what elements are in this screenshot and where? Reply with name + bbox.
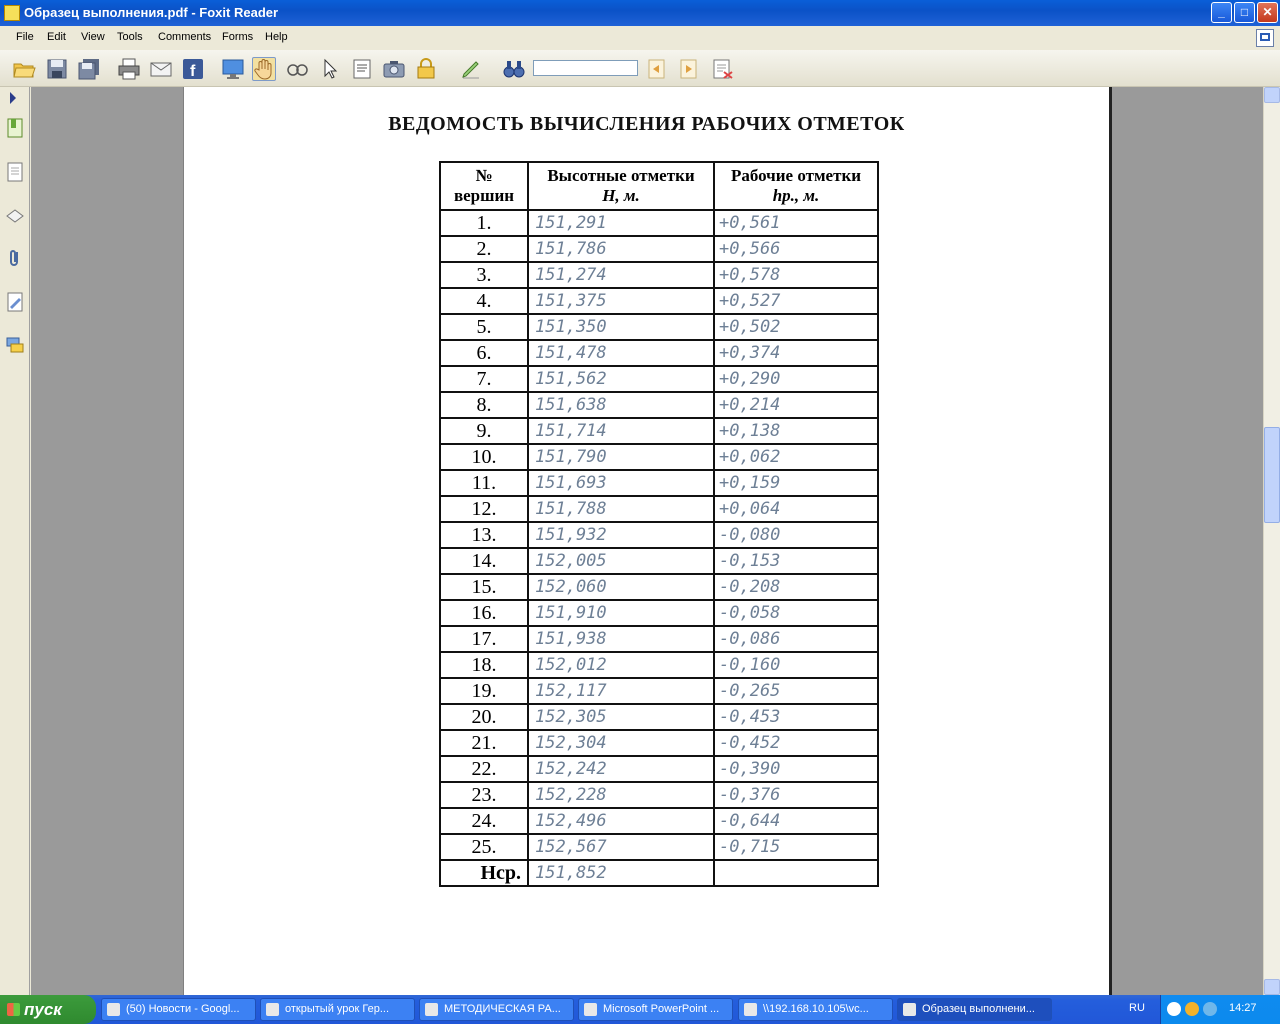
hand-tool-icon[interactable] (252, 57, 276, 81)
handwritten-value: +0,566 (719, 239, 781, 259)
menu-help[interactable]: Help (265, 31, 288, 43)
elevation-cell (528, 730, 714, 756)
handwritten-value: -0,644 (719, 811, 781, 831)
elevation-cell (528, 210, 714, 236)
find-previous-icon[interactable] (645, 57, 669, 81)
elevation-cell (528, 678, 714, 704)
handwritten-value: -0,376 (719, 785, 781, 805)
vertex-number-cell: 3. (440, 262, 528, 288)
elevation-cell (528, 574, 714, 600)
minimize-button[interactable]: _ (1211, 2, 1232, 23)
working-mark-cell (714, 236, 878, 262)
handwritten-value: -0,080 (719, 525, 781, 545)
elevation-cell (528, 522, 714, 548)
working-mark-cell (714, 626, 878, 652)
start-button[interactable]: пуск (0, 995, 96, 1024)
vertex-number-cell: 13. (440, 522, 528, 548)
elevation-cell (528, 392, 714, 418)
working-mark-cell (714, 808, 878, 834)
elevation-cell (528, 756, 714, 782)
average-value: 151,852 (535, 863, 607, 883)
word-icon (266, 1003, 279, 1016)
elevation-cell (528, 236, 714, 262)
vertex-number-cell: 25. (440, 834, 528, 860)
handwritten-value: 152,012 (535, 655, 607, 675)
svg-text:f: f (190, 63, 196, 80)
working-mark-cell (714, 574, 878, 600)
vertex-number-cell: 4. (440, 288, 528, 314)
table-row (440, 314, 878, 340)
text-tool-icon[interactable] (350, 57, 374, 81)
average-label: Hср. (440, 860, 528, 886)
tray-network-icon[interactable] (1203, 1002, 1217, 1016)
table-row (440, 522, 878, 548)
working-mark-cell (714, 756, 878, 782)
handwritten-value: -0,086 (719, 629, 781, 649)
comments-icon[interactable] (5, 335, 25, 357)
taskbar (0, 995, 1280, 1024)
handwritten-value: +0,159 (719, 473, 781, 493)
table-row (440, 730, 878, 756)
vertical-scrollbar[interactable] (1263, 87, 1280, 995)
menu-file[interactable]: File (16, 31, 34, 43)
folder-icon (744, 1003, 757, 1016)
menu-bar (0, 26, 1280, 50)
vertex-number-cell: 12. (440, 496, 528, 522)
chrome-icon (107, 1003, 120, 1016)
handwritten-value: 152,304 (535, 733, 607, 753)
working-mark-cell (714, 834, 878, 860)
vertex-number-cell: 7. (440, 366, 528, 392)
handwritten-value: +0,138 (719, 421, 781, 441)
handwritten-value: +0,064 (719, 499, 781, 519)
elevation-cell (528, 782, 714, 808)
toolbar (0, 50, 1280, 87)
foxit-app-icon (4, 5, 20, 21)
working-mark-cell (714, 366, 878, 392)
table-row (440, 496, 878, 522)
working-mark-cell (714, 288, 878, 314)
elevation-cell (528, 496, 714, 522)
task-word-method[interactable]: МЕТОДИЧЕСКАЯ РА... (419, 998, 574, 1021)
table-row (440, 678, 878, 704)
sign-pen-icon[interactable] (459, 57, 483, 81)
handwritten-value: 151,350 (535, 317, 607, 337)
handwritten-value: -0,208 (719, 577, 781, 597)
working-mark-cell (714, 652, 878, 678)
menu-forms[interactable]: Forms (222, 31, 254, 43)
vertex-number-cell: 8. (440, 392, 528, 418)
handwritten-value: 151,714 (535, 421, 607, 441)
handwritten-value: 151,274 (535, 265, 607, 285)
table-row (440, 288, 878, 314)
table-row (440, 262, 878, 288)
language-indicator[interactable]: RU (1129, 1002, 1145, 1014)
handwritten-value: 152,242 (535, 759, 607, 779)
task-network-folder[interactable]: \\192.168.10.105\vc... (738, 998, 893, 1021)
table-row (440, 340, 878, 366)
fullscreen-icon[interactable] (221, 57, 245, 81)
vertex-number-cell: 2. (440, 236, 528, 262)
working-mark-cell (714, 340, 878, 366)
table-row (440, 782, 878, 808)
handwritten-value: 151,786 (535, 239, 607, 259)
table-row (440, 808, 878, 834)
working-mark-cell (714, 522, 878, 548)
handwritten-value: 152,005 (535, 551, 607, 571)
elevation-cell (528, 444, 714, 470)
clock[interactable]: 14:27 (1229, 1002, 1257, 1014)
working-mark-cell (714, 210, 878, 236)
handwritten-value: 151,932 (535, 525, 607, 545)
rms-lock-icon[interactable] (414, 57, 438, 81)
scroll-down-button[interactable] (1264, 979, 1280, 995)
table-row (440, 366, 878, 392)
email-icon[interactable] (149, 57, 173, 81)
powerpoint-icon (584, 1003, 597, 1016)
handwritten-value: -0,390 (719, 759, 781, 779)
document-title: ВЕДОМОСТЬ ВЫЧИСЛЕНИЯ РАБОЧИХ ОТМЕТОК (388, 113, 905, 135)
task-word-lesson[interactable]: открытый урок Гер... (260, 998, 415, 1021)
working-mark-cell (714, 392, 878, 418)
snapshot-icon[interactable] (382, 57, 406, 81)
table-row (440, 626, 878, 652)
vertex-number-cell: 17. (440, 626, 528, 652)
elevation-cell (528, 366, 714, 392)
working-mark-cell (714, 782, 878, 808)
foxit-icon (903, 1003, 916, 1016)
handwritten-value: -0,452 (719, 733, 781, 753)
vertex-number-cell: 19. (440, 678, 528, 704)
vertex-number-cell: 1. (440, 210, 528, 236)
table-row (440, 756, 878, 782)
task-chrome[interactable]: (50) Новости - Googl... (101, 998, 256, 1021)
working-mark-cell (714, 444, 878, 470)
elevation-cell (528, 600, 714, 626)
handwritten-value: -0,058 (719, 603, 781, 623)
handwritten-value: -0,715 (719, 837, 781, 857)
tray-arrow-icon[interactable] (1167, 1002, 1181, 1016)
handwritten-value: -0,265 (719, 681, 781, 701)
menu-edit[interactable]: Edit (47, 31, 66, 43)
vertex-number-cell: 20. (440, 704, 528, 730)
working-mark-cell (714, 314, 878, 340)
elevation-cell (528, 314, 714, 340)
working-mark-cell (714, 470, 878, 496)
average-row (440, 860, 878, 886)
working-mark-cell (714, 678, 878, 704)
elevation-cell (528, 288, 714, 314)
table-row (440, 418, 878, 444)
table-row (440, 210, 878, 236)
task-foxit-reader[interactable]: Образец выполнени... (897, 998, 1052, 1021)
table-row (440, 600, 878, 626)
task-powerpoint[interactable]: Microsoft PowerPoint ... (578, 998, 733, 1021)
maximize-button[interactable]: □ (1234, 2, 1255, 23)
save-icon[interactable] (45, 57, 69, 81)
handwritten-value: +0,578 (719, 265, 781, 285)
handwritten-value: -0,153 (719, 551, 781, 571)
handwritten-value: 151,562 (535, 369, 607, 389)
open-folder-icon[interactable] (12, 57, 36, 81)
system-tray (1129, 995, 1280, 1024)
elevation-cell (528, 470, 714, 496)
handwritten-value: 152,228 (535, 785, 607, 805)
vertex-number-cell: 10. (440, 444, 528, 470)
handwritten-value: +0,374 (719, 343, 781, 363)
vertex-number-cell: 22. (440, 756, 528, 782)
handwritten-value: 151,693 (535, 473, 607, 493)
vertex-number-cell: 9. (440, 418, 528, 444)
window-title: Образец выполнения.pdf - Foxit Reader (24, 5, 279, 20)
table-row (440, 392, 878, 418)
handwritten-value: 152,496 (535, 811, 607, 831)
working-mark-cell (714, 418, 878, 444)
elevation-cell (528, 626, 714, 652)
elevation-cell (528, 548, 714, 574)
restore-doc-icon[interactable] (1256, 29, 1274, 47)
elevation-cell (528, 262, 714, 288)
handwritten-value: +0,290 (719, 369, 781, 389)
attachments-icon[interactable] (5, 247, 25, 269)
handwritten-value: 151,788 (535, 499, 607, 519)
handwritten-value: +0,062 (719, 447, 781, 467)
document-properties-icon[interactable] (711, 57, 735, 81)
layers-icon[interactable] (5, 204, 25, 226)
handwritten-value: 152,567 (535, 837, 607, 857)
table-row (440, 236, 878, 262)
elevations-table (439, 161, 879, 887)
navigation-panel (0, 87, 30, 995)
vertex-number-cell: 23. (440, 782, 528, 808)
print-icon[interactable] (117, 57, 141, 81)
binoculars-icon[interactable] (502, 57, 526, 81)
menu-view[interactable]: View (81, 31, 105, 43)
vertex-number-cell: 6. (440, 340, 528, 366)
elevation-cell (528, 808, 714, 834)
elevation-cell (528, 834, 714, 860)
word-icon (425, 1003, 438, 1016)
handwritten-value: +0,214 (719, 395, 781, 415)
vertex-number-cell: 21. (440, 730, 528, 756)
table-row (440, 548, 878, 574)
header-vertex-number: № вершин (440, 162, 528, 210)
handwritten-value: -0,453 (719, 707, 781, 727)
elevation-cell (528, 418, 714, 444)
elevation-cell (528, 704, 714, 730)
signatures-icon[interactable] (5, 291, 25, 313)
handwritten-value: +0,527 (719, 291, 781, 311)
scroll-thumb[interactable] (1264, 427, 1280, 523)
working-mark-cell (714, 600, 878, 626)
document-viewer (31, 87, 1263, 995)
header-working-marks: Рабочие отметки hр., м. (714, 162, 878, 210)
find-next-icon[interactable] (677, 57, 701, 81)
handwritten-value: 152,060 (535, 577, 607, 597)
header-elevations: Высотные отметки H, м. (528, 162, 714, 210)
handwritten-value: 151,938 (535, 629, 607, 649)
table-row (440, 652, 878, 678)
working-mark-cell (714, 730, 878, 756)
elevation-cell (528, 652, 714, 678)
expand-panel-icon[interactable] (10, 92, 16, 104)
pdf-page (183, 87, 1112, 995)
table-row (440, 704, 878, 730)
menu-comments[interactable]: Comments (158, 31, 212, 43)
handwritten-value: 152,305 (535, 707, 607, 727)
handwritten-value: +0,502 (719, 317, 781, 337)
handwritten-value: +0,561 (719, 213, 781, 233)
tray-chrome-icon[interactable] (1185, 1002, 1199, 1016)
handwritten-value: 151,375 (535, 291, 607, 311)
scroll-up-button[interactable] (1264, 87, 1280, 103)
handwritten-value: 151,910 (535, 603, 607, 623)
title-bar (0, 0, 1280, 26)
vertex-number-cell: 11. (440, 470, 528, 496)
table-row (440, 444, 878, 470)
menu-tools[interactable]: Tools (117, 31, 143, 43)
working-mark-cell (714, 262, 878, 288)
table-row (440, 574, 878, 600)
close-button[interactable]: ✕ (1257, 2, 1278, 23)
vertex-number-cell: 15. (440, 574, 528, 600)
facebook-icon[interactable] (181, 57, 205, 81)
vertex-number-cell: 16. (440, 600, 528, 626)
handwritten-value: 151,790 (535, 447, 607, 467)
working-mark-cell (714, 548, 878, 574)
handwritten-value: 151,638 (535, 395, 607, 415)
table-row (440, 470, 878, 496)
pages-icon[interactable] (5, 161, 25, 183)
handwritten-value: -0,160 (719, 655, 781, 675)
handwritten-value: 151,478 (535, 343, 607, 363)
elevation-cell (528, 340, 714, 366)
vertex-number-cell: 18. (440, 652, 528, 678)
table-row (440, 834, 878, 860)
save-all-icon[interactable] (77, 57, 101, 81)
bookmarks-icon[interactable] (5, 117, 25, 139)
vertex-number-cell: 5. (440, 314, 528, 340)
handwritten-value: 152,117 (535, 681, 607, 701)
handwritten-value: 151,291 (535, 213, 607, 233)
select-arrow-icon[interactable] (318, 57, 342, 81)
vertex-number-cell: 14. (440, 548, 528, 574)
search-input[interactable] (533, 60, 638, 76)
working-mark-cell (714, 704, 878, 730)
working-mark-cell (714, 496, 878, 522)
select-text-icon[interactable] (285, 57, 309, 81)
vertex-number-cell: 24. (440, 808, 528, 834)
